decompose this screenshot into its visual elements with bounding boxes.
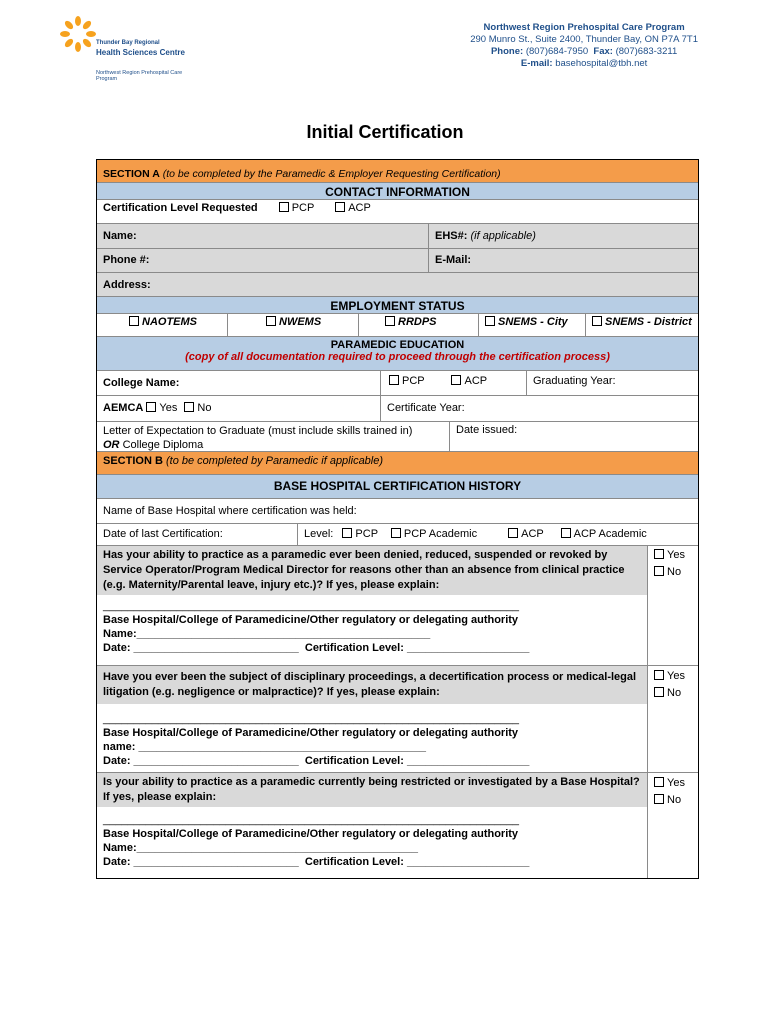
ehs-label: EHS#: [435,230,468,242]
employment-heading [97,296,698,313]
option-nwems[interactable] [227,314,358,336]
question-2-text: Have you ever been the subject of disciplinary proceedings, a decertification process or medical-legal litigation (e.g. negligence or malpractice)? If yes, please explain: [97,666,647,704]
grad-year-label: Graduating Year: [533,375,616,387]
q1-yes-label: Yes [667,549,685,561]
hist-pcp-checkbox[interactable] [342,528,377,540]
history-heading-text: BASE HOSPITAL CERTIFICATION HISTORY [273,479,522,493]
diploma-label: College Diploma [122,439,204,451]
q3-no-checkbox[interactable] [654,792,692,809]
or-label: OR [103,439,120,451]
q3-cert-field[interactable]: Certification Level: ____________________ [304,856,530,868]
logo [58,14,198,84]
history-heading [97,474,698,498]
logo-line2: Health Sciences Centre [96,48,185,57]
phone-field[interactable] [97,249,428,272]
phone-label-field: Phone #: [103,254,150,266]
q2-no-checkbox[interactable] [654,685,692,702]
section-a-label: SECTION A [103,168,160,180]
header-address: 290 Munro St., Suite 2400, Thunder Bay, ON P7A 7T1 [470,34,698,45]
cert-level-label: Certification Level Requested [103,202,258,214]
q3-yes-label: Yes [667,777,685,789]
fax-label: Fax: [593,46,613,57]
option-snems-district[interactable] [585,314,698,336]
ehs-note: (if applicable) [470,230,536,242]
edu-pcp-label: PCP [402,375,425,387]
q2-no-label: No [667,687,682,699]
q2-authority: Base Hospital/College of Paramedicine/Other regulatory or delegating authority [103,727,519,739]
q1-explain-line[interactable]: ____________________________________________________________________ [103,600,520,612]
college-field[interactable] [97,371,380,395]
letter-label: Letter of Expectation to Graduate (must include skills trained in) [103,425,413,437]
q1-date-field[interactable]: Date: ___________________________ [103,642,299,654]
q3-authority: Base Hospital/College of Paramedicine/Other regulatory or delegating authority [103,828,519,840]
employment-heading-text: EMPLOYMENT STATUS [330,299,465,313]
section-b-note: (to be completed by Paramedic if applicable) [165,455,384,467]
edu-acp-label: ACP [464,375,488,387]
q3-date-field[interactable]: Date: ___________________________ [103,856,299,868]
hist-pcp-academic-checkbox[interactable] [391,528,477,540]
cert-level-row [97,199,698,223]
hist-pcp-label: PCP [355,528,378,540]
level-label: Level: [304,528,334,540]
phone-label: Phone: [490,46,524,57]
date-issued-label: Date issued: [456,424,518,436]
hist-acp-academic-checkbox[interactable] [561,528,647,540]
cert-pcp-label: PCP [291,202,315,214]
section-a-header [97,160,698,182]
date-issued-field[interactable] [449,422,698,451]
letter-row [97,421,698,451]
address-field[interactable] [97,273,698,296]
option-nwems-label: NWEMS [279,316,322,328]
question-1-text: Has your ability to practice as a paramedic ever been denied, reduced, suspended or revoked by Service Operator/Program Medical Director for reasons other than an absence from clinical practice (e.g. Maternity/Parental leave, injury etc.)? If yes, please explain: [97,546,647,595]
option-naotems[interactable] [97,314,227,336]
q1-cert-field[interactable]: Certification Level: ____________________ [304,642,530,654]
contact-heading [97,182,698,199]
sun-logo-icon [60,16,96,52]
aemca-yes-label: Yes [159,402,178,414]
section-b-label: SECTION B [103,455,163,467]
q1-yes-checkbox[interactable] [654,547,692,564]
section-b-header [97,451,698,474]
edu-acp-checkbox[interactable] [451,375,487,387]
q1-no-label: No [667,566,682,578]
option-snems-city[interactable] [478,314,585,336]
hist-acp-academic-label: ACP Academic [573,528,647,540]
last-cert-row [97,523,698,545]
college-row [97,370,698,395]
hist-acp-label: ACP [521,528,544,540]
q2-cert-field[interactable]: Certification Level: ____________________ [304,755,530,767]
ehs-field[interactable] [428,224,698,248]
page-title: Initial Certification [306,122,464,142]
question-3 [97,772,698,878]
cert-acp-label: ACP [348,202,371,214]
option-snems-district-label: SNEMS - District [605,316,692,328]
aemca-label: AEMCA [103,402,144,414]
hist-acp-checkbox[interactable] [508,528,543,540]
last-date-field[interactable] [97,524,297,545]
education-heading [97,336,698,370]
option-naotems-label: NAOTEMS [142,316,197,328]
question-1 [97,545,698,665]
employment-options [97,313,698,336]
section-a-note: (to be completed by the Paramedic & Employer Requesting Certification) [162,168,501,180]
email-value: basehospital@tbh.net [555,58,648,69]
logo-line3: Northwest Region Prehospital Care Program [96,70,183,82]
aemca-yes-checkbox[interactable] [146,402,177,414]
email-field[interactable] [428,249,698,272]
q2-yes-label: Yes [667,670,685,682]
address-label: Address: [103,279,151,291]
logo-line1: Thunder Bay Regional [96,40,160,46]
q2-explain-line[interactable]: ____________________________________________________________________ [103,713,520,725]
phone-row [97,248,698,272]
header-email-line [470,58,698,70]
grad-year-field[interactable] [526,371,698,395]
question-2 [97,665,698,772]
q1-no-checkbox[interactable] [654,564,692,581]
q2-yes-checkbox[interactable] [654,668,692,685]
cert-acp-checkbox[interactable] [335,202,371,214]
edu-pcp-checkbox[interactable] [389,375,424,387]
last-date-label: Date of last Certification: [103,528,223,540]
cert-year-field[interactable] [380,396,698,421]
certification-form [96,159,699,879]
base-name-label: Name of Base Hospital where certification was held: [103,505,357,517]
phone-value: (807)684-7950 [525,46,589,57]
fax-value: (807)683-3211 [615,46,678,57]
education-note: (copy of all documentation required to proceed through the certification process) [185,351,610,363]
aemca-row [97,395,698,421]
cert-year-label: Certificate Year: [387,402,465,414]
name-row [97,223,698,248]
name-label: Name: [103,230,137,242]
q3-explain-line[interactable]: ____________________________________________________________________ [103,814,520,826]
q3-no-label: No [667,794,682,806]
contact-heading-text: CONTACT INFORMATION [325,185,470,199]
aemca-no-label: No [197,402,212,414]
base-name-field[interactable] [97,499,698,523]
cert-pcp-checkbox[interactable] [279,202,314,214]
option-snems-city-label: SNEMS - City [498,316,568,328]
address-row [97,272,698,296]
email-label: E-mail: [520,58,553,69]
question-3-text: Is your ability to practice as a paramedic currently being restricted or investigated by a Base Hospital? If yes, please explain: [97,773,647,807]
education-heading-text: PARAMEDIC EDUCATION [330,339,465,351]
header-contact [470,22,698,70]
q2-name-field[interactable]: name: _______________________________________________ [103,741,426,753]
college-label: College Name: [103,377,180,389]
base-name-row [97,498,698,523]
q2-date-field[interactable]: Date: ___________________________ [103,755,299,767]
option-rrdps-label: RRDPS [398,316,437,328]
q1-authority: Base Hospital/College of Paramedicine/Other regulatory or delegating authority [103,614,519,626]
q1-name-field[interactable]: Name:________________________________________________ [103,628,431,640]
email-label-field: E-Mail: [435,254,472,266]
header-phone-line [470,46,698,58]
header-org: Northwest Region Prehospital Care Program [483,22,685,33]
q3-yes-checkbox[interactable] [654,775,692,792]
option-rrdps[interactable] [358,314,478,336]
aemca-no-checkbox[interactable] [184,402,211,414]
q3-name-field[interactable]: Name:______________________________________________ [103,842,419,854]
name-field[interactable] [97,224,428,248]
hist-pcp-academic-label: PCP Academic [403,528,478,540]
